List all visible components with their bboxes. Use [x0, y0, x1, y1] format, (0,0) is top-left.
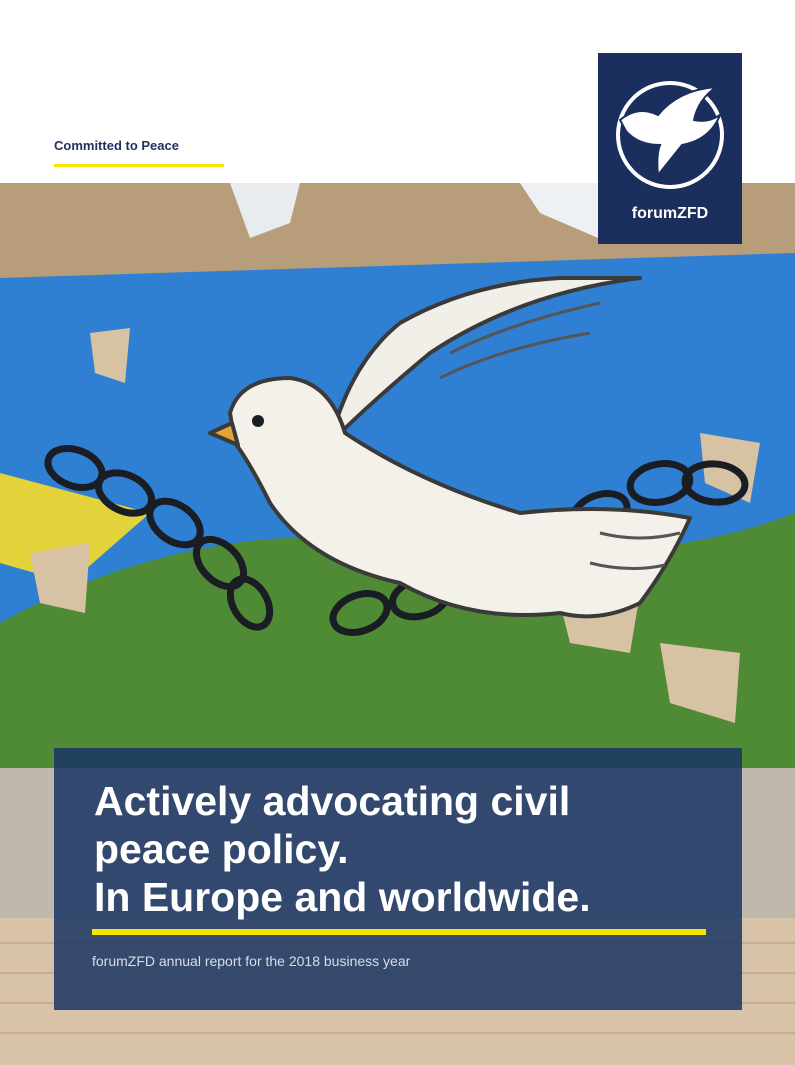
tagline: Committed to Peace	[54, 138, 179, 153]
title-underline	[92, 929, 706, 935]
title-line-3: In Europe and worldwide.	[94, 874, 591, 920]
title-line-2: peace policy.	[94, 826, 349, 872]
title-panel	[54, 748, 742, 1010]
subtitle: forumZFD annual report for the 2018 business year	[92, 953, 411, 969]
forumzfd-logo	[598, 53, 742, 244]
title-line-1: Actively advocating civil	[94, 778, 571, 824]
dove-globe-icon	[598, 65, 742, 195]
tagline-underline	[54, 164, 224, 167]
logo-text: forumZFD	[631, 205, 709, 222]
